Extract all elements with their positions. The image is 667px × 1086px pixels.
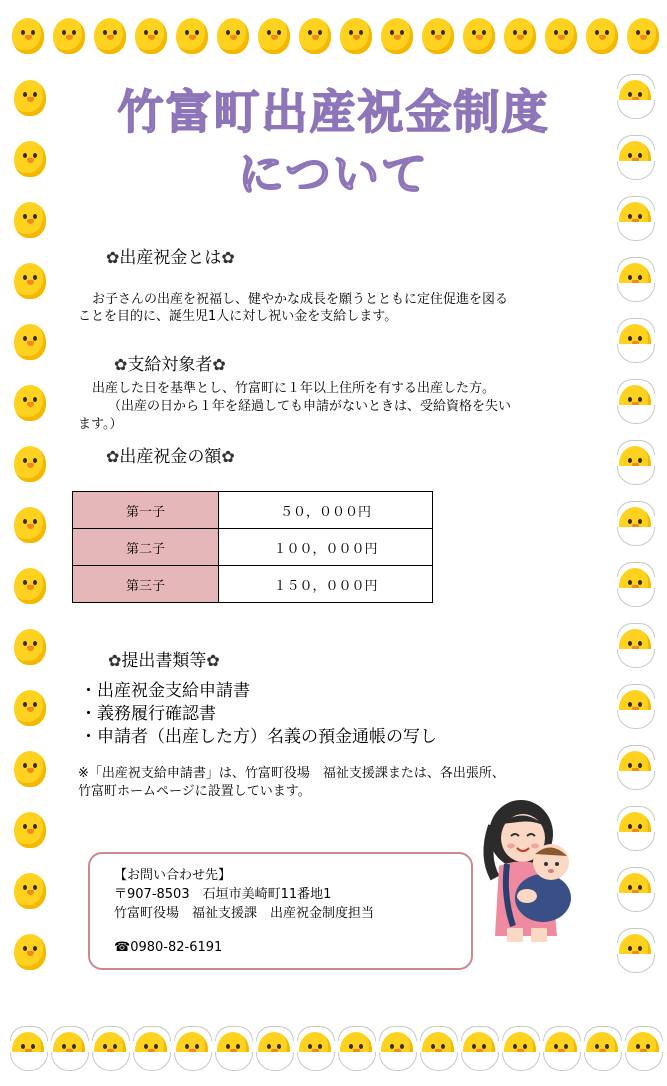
note-line2: 竹富町ホームページに設置しています。 bbox=[78, 784, 311, 799]
chick-icon bbox=[615, 928, 655, 972]
eligibility-body-line2: （出産の日から１年を経過しても申請がないときは、受給資格を失い bbox=[108, 399, 512, 414]
chick-icon bbox=[131, 12, 171, 56]
flower-icon: ✿ bbox=[108, 651, 122, 670]
chick-icon bbox=[418, 12, 458, 56]
contact-box bbox=[88, 852, 473, 970]
chick-icon bbox=[336, 1026, 376, 1070]
chick-icon bbox=[10, 623, 50, 667]
chick-icon bbox=[10, 562, 50, 606]
chick-icon bbox=[615, 318, 655, 362]
chick-icon bbox=[10, 257, 50, 301]
child-order-cell: 第三子 bbox=[73, 566, 219, 603]
chick-icon bbox=[615, 623, 655, 667]
heading-text: 支給対象者 bbox=[127, 355, 213, 375]
document-item: ・義務履行確認書 bbox=[80, 704, 216, 724]
chick-icon bbox=[8, 1026, 48, 1070]
table-row bbox=[73, 529, 433, 566]
section-heading-documents bbox=[108, 646, 220, 671]
chick-icon bbox=[615, 440, 655, 484]
amount-cell: １００，０００円 bbox=[219, 529, 433, 566]
chick-icon bbox=[90, 12, 130, 56]
chick-icon bbox=[131, 1026, 171, 1070]
chick-icon bbox=[623, 12, 663, 56]
chick-icon bbox=[377, 12, 417, 56]
chick-icon bbox=[254, 1026, 294, 1070]
chick-icon bbox=[615, 257, 655, 301]
chick-icon bbox=[172, 1026, 212, 1070]
eligibility-body-line1: 出産した日を基準とし、竹富町に１年以上住所を有する出産した方。 bbox=[92, 381, 496, 396]
contact-label: 【お問い合わせ先】 bbox=[114, 868, 232, 883]
chick-icon bbox=[49, 1026, 89, 1070]
document-item: ・出産祝金支給申請書 bbox=[80, 681, 250, 701]
chick-icon bbox=[213, 1026, 253, 1070]
page-title-line1: 竹富町出産祝金制度 bbox=[117, 85, 550, 139]
chick-icon bbox=[90, 1026, 130, 1070]
flower-icon: ✿ bbox=[106, 447, 120, 466]
section-heading-eligibility bbox=[114, 350, 226, 375]
chick-icon bbox=[615, 806, 655, 850]
chick-icon bbox=[377, 1026, 417, 1070]
mother-with-baby-illustration bbox=[473, 786, 583, 946]
chick-icon bbox=[582, 1026, 622, 1070]
chick-icon bbox=[623, 1026, 663, 1070]
section-heading-amount bbox=[106, 442, 235, 467]
chick-icon bbox=[8, 12, 48, 56]
amount-cell: ５０，０００円 bbox=[219, 492, 433, 529]
chick-icon bbox=[10, 928, 50, 972]
document-item: ・申請者（出産した方）名義の預金通帳の写し bbox=[80, 727, 437, 747]
chick-icon bbox=[500, 1026, 540, 1070]
flower-icon: ✿ bbox=[212, 355, 226, 374]
section-heading-about bbox=[106, 243, 235, 268]
child-order-cell: 第一子 bbox=[73, 492, 219, 529]
chick-icon bbox=[582, 12, 622, 56]
chick-icon bbox=[10, 318, 50, 362]
chick-icon bbox=[49, 12, 89, 56]
flower-icon: ✿ bbox=[106, 248, 120, 267]
contact-phone: ☎0980-82-6191 bbox=[114, 940, 223, 955]
chick-icon bbox=[615, 379, 655, 423]
chick-icon bbox=[615, 501, 655, 545]
about-body-line2: ことを目的に、誕生児1人に対し祝い金を支給します。 bbox=[78, 309, 398, 324]
flower-icon: ✿ bbox=[206, 651, 220, 670]
chick-icon bbox=[615, 745, 655, 789]
heading-text: 出産祝金とは bbox=[119, 248, 222, 268]
chick-icon bbox=[213, 12, 253, 56]
page-title-line2: について bbox=[237, 147, 430, 201]
chick-icon bbox=[254, 12, 294, 56]
chick-icon bbox=[459, 12, 499, 56]
chick-icon bbox=[541, 12, 581, 56]
heading-text: 提出書類等 bbox=[121, 651, 207, 671]
table-row bbox=[73, 566, 433, 603]
chick-icon bbox=[10, 684, 50, 728]
flower-icon: ✿ bbox=[221, 447, 235, 466]
eligibility-body-line3: ます。） bbox=[78, 417, 123, 432]
flower-icon: ✿ bbox=[114, 355, 128, 374]
chick-icon bbox=[615, 867, 655, 911]
about-body-line1: お子さんの出産を祝福し、健やかな成長を願うとともに定住促進を図る bbox=[92, 292, 509, 307]
contact-department: 竹富町役場 福祉支援課 出産祝金制度担当 bbox=[114, 906, 375, 921]
table-row bbox=[73, 492, 433, 529]
amount-table bbox=[72, 491, 433, 603]
chick-icon bbox=[295, 1026, 335, 1070]
chick-icon bbox=[10, 867, 50, 911]
chick-icon bbox=[615, 562, 655, 606]
chick-icon bbox=[10, 501, 50, 545]
child-order-cell: 第二子 bbox=[73, 529, 219, 566]
chick-icon bbox=[418, 1026, 458, 1070]
chick-icon bbox=[10, 440, 50, 484]
chick-icon bbox=[500, 12, 540, 56]
chick-icon bbox=[336, 12, 376, 56]
chick-icon bbox=[615, 684, 655, 728]
chick-icon bbox=[541, 1026, 581, 1070]
heading-text: 出産祝金の額 bbox=[119, 447, 222, 467]
flower-icon: ✿ bbox=[221, 248, 235, 267]
amount-cell: １５０，０００円 bbox=[219, 566, 433, 603]
contact-address: 〒907-8503 石垣市美崎町11番地1 bbox=[114, 887, 332, 902]
chick-icon bbox=[459, 1026, 499, 1070]
chick-icon bbox=[10, 379, 50, 423]
chick-icon bbox=[295, 12, 335, 56]
note-line1: ※「出産祝支給申請書」は、竹富町役場 福祉支援課または、各出張所、 bbox=[78, 766, 505, 781]
chick-icon bbox=[10, 745, 50, 789]
chick-icon bbox=[172, 12, 212, 56]
chick-icon bbox=[10, 806, 50, 850]
